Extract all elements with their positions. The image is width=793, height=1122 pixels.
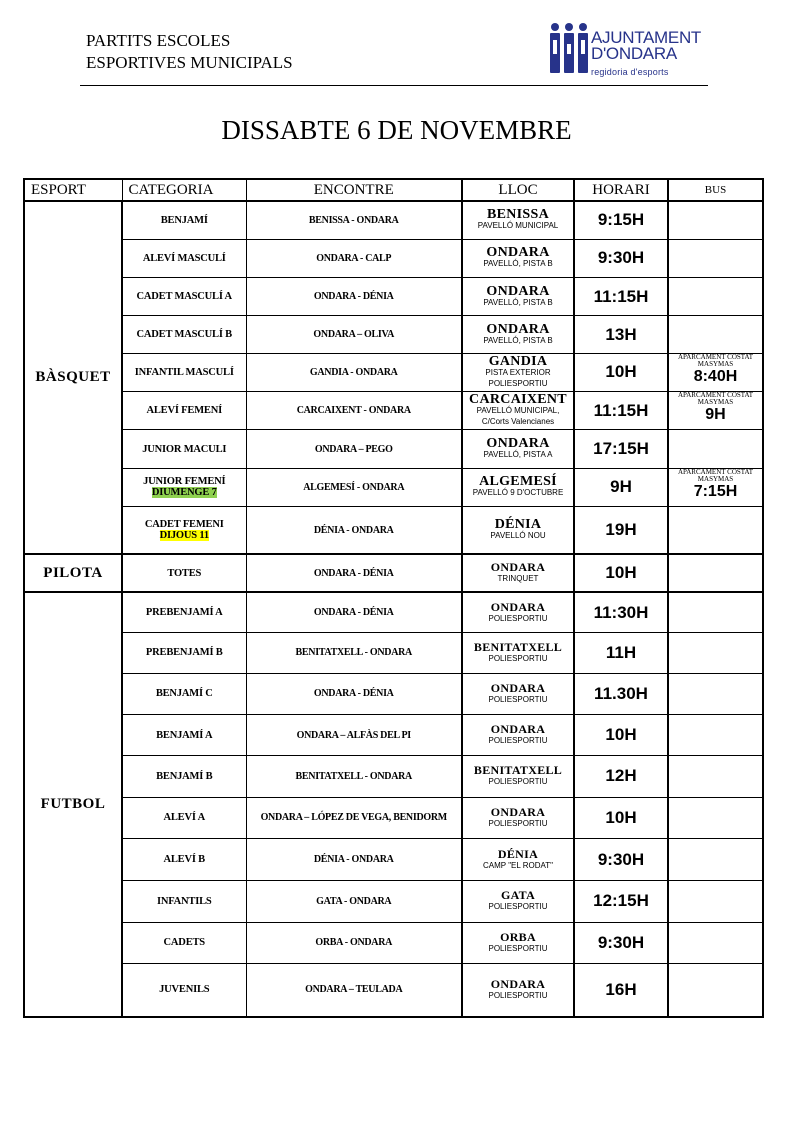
lloc-cell	[462, 838, 574, 880]
lloc-venue: PAVELLÓ, PISTA B	[483, 259, 553, 269]
col-lloc: LLOC	[462, 179, 574, 201]
lloc-city: BENISSA	[486, 207, 550, 223]
bus-cell	[668, 797, 763, 838]
lloc-venue: PAVELLÓ NOU	[490, 531, 546, 541]
categoria-label: BENJAMÍ A	[156, 729, 213, 741]
categoria-label: CADET MASCULÍ A	[136, 291, 232, 303]
categoria-cell	[122, 633, 246, 673]
horari-cell: 10H	[574, 554, 668, 592]
encontre-cell: GANDIA - ONDARA	[246, 353, 462, 391]
categoria-label: ALEVÍ MASCULÍ	[142, 252, 226, 264]
table-row	[24, 756, 763, 797]
sport-futbol: FUTBOL	[24, 592, 122, 1017]
bus-cell	[668, 353, 763, 391]
categoria-cell	[122, 922, 246, 963]
bus-time: 7:15H	[693, 482, 738, 500]
lloc-cell	[462, 673, 574, 714]
categoria-label: ALEVÍ B	[163, 854, 205, 866]
horari-cell: 9:15H	[574, 201, 668, 239]
ajuntament-logo	[549, 22, 709, 78]
lloc-venue: PISTA EXTERIOR POLIESPORTIU	[485, 367, 551, 388]
lloc-city: DÉNIA	[497, 846, 539, 861]
bus-cell	[668, 592, 763, 632]
lloc-city: BENITATXELL	[473, 639, 563, 654]
table-row	[24, 797, 763, 838]
lloc-city: ONDARA	[490, 722, 546, 737]
col-categoria: CATEGORIA	[122, 179, 246, 201]
encontre-cell: ONDARA – OLIVA	[246, 316, 462, 353]
encontre-cell: ONDARA - DÉNIA	[246, 673, 462, 714]
encontre-cell: ORBA - ONDARA	[246, 922, 462, 963]
encontre-cell: BENISSA - ONDARA	[246, 201, 462, 239]
categoria-label: CADET MASCULÍ B	[136, 329, 232, 341]
horari-cell: 9:30H	[574, 239, 668, 277]
logo-line-1: AJUNTAMENT	[591, 28, 702, 47]
lloc-city: GATA	[500, 888, 536, 903]
lloc-city: ONDARA	[486, 436, 550, 452]
categoria-cell	[122, 592, 246, 632]
lloc-venue: POLIESPORTIU	[488, 777, 548, 787]
horari-cell: 9H	[574, 468, 668, 506]
lloc-city: GANDIA	[488, 353, 548, 369]
table-row	[24, 392, 763, 430]
title-line-2: ESPORTIVES MUNICIPALS	[86, 53, 293, 72]
categoria-label: PREBENJAMÍ B	[145, 647, 223, 659]
categoria-cell	[122, 797, 246, 838]
lloc-city: DÉNIA	[494, 517, 542, 533]
categoria-label: PREBENJAMÍ A	[145, 607, 223, 619]
table-row	[24, 468, 763, 506]
bus-cell	[668, 756, 763, 797]
table-row	[24, 353, 763, 391]
horari-cell: 10H	[574, 714, 668, 755]
lloc-venue: POLIESPORTIU	[488, 943, 548, 953]
table-row	[24, 554, 763, 592]
lloc-city: ONDARA	[490, 599, 546, 614]
encontre-cell: ONDARA - DÉNIA	[246, 592, 462, 632]
lloc-cell	[462, 392, 574, 430]
categoria-cell	[122, 507, 246, 554]
bus-cell	[668, 468, 763, 506]
lloc-venue: TRINQUET	[497, 574, 539, 584]
categoria-label: JUVENILS	[159, 984, 210, 996]
horari-cell: 11:30H	[574, 592, 668, 632]
col-esport: ESPORT	[24, 179, 122, 201]
bus-cell	[668, 838, 763, 880]
lloc-cell	[462, 797, 574, 838]
horari-cell: 11H	[574, 633, 668, 673]
categoria-label: BENJAMÍ C	[155, 688, 213, 700]
lloc-venue: POLIESPORTIU	[488, 818, 548, 828]
categoria-label: INFANTILS	[156, 895, 212, 907]
lloc-city: ONDARA	[486, 245, 550, 261]
horari-cell: 11:15H	[574, 278, 668, 316]
categoria-label: JUNIOR FEMENÍ	[143, 476, 226, 488]
encontre-cell: ONDARA – TEULADA	[246, 963, 462, 1017]
table-row	[24, 838, 763, 880]
logo-line-2: D'ONDARA	[591, 44, 677, 63]
encontre-cell: DÉNIA - ONDARA	[246, 838, 462, 880]
categoria-cell	[122, 714, 246, 755]
header-divider	[80, 85, 708, 86]
lloc-city: ONDARA	[490, 976, 546, 991]
lloc-cell	[462, 353, 574, 391]
bus-cell	[668, 673, 763, 714]
categoria-label: JUNIOR MACULI	[142, 443, 227, 455]
col-horari: HORARI	[574, 179, 668, 201]
table-row	[24, 673, 763, 714]
categoria-cell	[122, 239, 246, 277]
lloc-venue: POLIESPORTIU	[488, 694, 548, 704]
encontre-cell: ONDARA - CALP	[246, 239, 462, 277]
table-row	[24, 714, 763, 755]
table-row	[24, 239, 763, 277]
bus-cell	[668, 963, 763, 1017]
date-title: DISSABTE 6 DE NOVEMBRE	[221, 115, 572, 145]
categoria-cell	[122, 353, 246, 391]
encontre-cell: BENITATXELL - ONDARA	[246, 756, 462, 797]
lloc-city: ONDARA	[490, 560, 546, 575]
lloc-venue: PAVELLÓ MUNICIPAL,	[476, 406, 560, 416]
bus-cell	[668, 633, 763, 673]
horari-cell: 10H	[574, 353, 668, 391]
table-row	[24, 507, 763, 554]
table-row	[24, 881, 763, 922]
table-row	[24, 922, 763, 963]
horari-cell: 13H	[574, 316, 668, 353]
lloc-city: ORBA	[500, 929, 536, 944]
categoria-cell	[122, 278, 246, 316]
lloc-city: ONDARA	[490, 804, 546, 819]
bus-cell	[668, 714, 763, 755]
categoria-label: BENJAMÍ	[160, 214, 208, 226]
encontre-cell: ALGEMESÍ - ONDARA	[246, 468, 462, 506]
encontre-cell: ONDARA – PEGO	[246, 430, 462, 468]
categoria-cell	[122, 756, 246, 797]
lloc-venue: CAMP "EL RODAT"	[483, 860, 553, 870]
bus-cell	[668, 430, 763, 468]
categoria-label: BENJAMÍ B	[156, 770, 213, 782]
bus-cell	[668, 239, 763, 277]
encontre-cell: DÉNIA - ONDARA	[246, 507, 462, 554]
encontre-cell: GATA - ONDARA	[246, 881, 462, 922]
sport-pilota: PILOTA	[24, 554, 122, 592]
lloc-cell	[462, 239, 574, 277]
lloc-cell	[462, 278, 574, 316]
lloc-city: ONDARA	[490, 680, 546, 695]
lloc-cell	[462, 316, 574, 353]
encontre-cell: ONDARA – LÓPEZ DE VEGA, BENIDORM	[246, 797, 462, 838]
table-row	[24, 201, 763, 239]
table-row	[24, 278, 763, 316]
categoria-cell	[122, 881, 246, 922]
document-title	[86, 30, 293, 74]
horari-cell: 17:15H	[574, 430, 668, 468]
table-row	[24, 592, 763, 632]
bus-cell	[668, 922, 763, 963]
horari-cell: 12H	[574, 756, 668, 797]
encontre-cell: ONDARA – ALFÀS DEL PI	[246, 714, 462, 755]
lloc-venue: POLIESPORTIU	[488, 902, 548, 912]
categoria-label: INFANTIL MASCULÍ	[134, 366, 234, 378]
lloc-cell	[462, 507, 574, 554]
categoria-note: DIUMENGE 7	[151, 487, 217, 499]
col-bus: BUS	[668, 179, 763, 201]
bus-note: APARCAMENT COSTAT MASYMAS	[677, 391, 754, 407]
bus-time: 9H	[705, 406, 726, 424]
lloc-venue: POLIESPORTIU	[488, 990, 548, 1000]
categoria-cell	[122, 673, 246, 714]
categoria-cell	[122, 430, 246, 468]
table-row	[24, 430, 763, 468]
lloc-venue: POLIESPORTIU	[488, 736, 548, 746]
lloc-cell	[462, 468, 574, 506]
lloc-city: ALGEMESÍ	[479, 474, 557, 490]
categoria-cell	[122, 201, 246, 239]
lloc-city: ONDARA	[486, 321, 550, 337]
lloc-cell	[462, 756, 574, 797]
lloc-cell	[462, 554, 574, 592]
horari-cell: 12:15H	[574, 881, 668, 922]
lloc-cell	[462, 430, 574, 468]
people-icon	[549, 22, 589, 76]
categoria-cell	[122, 963, 246, 1017]
table-row	[24, 963, 763, 1017]
lloc-venue: PAVELLÓ, PISTA B	[483, 297, 553, 307]
table-row	[24, 633, 763, 673]
lloc-cell	[462, 633, 574, 673]
lloc-venue: POLIESPORTIU	[488, 653, 548, 663]
lloc-cell	[462, 881, 574, 922]
categoria-label: ALEVÍ FEMENÍ	[146, 405, 222, 417]
encontre-cell: BENITATXELL - ONDARA	[246, 633, 462, 673]
bus-note: APARCAMENT COSTAT MASYMAS	[677, 352, 754, 368]
encontre-cell: ONDARA - DÉNIA	[246, 554, 462, 592]
lloc-cell	[462, 201, 574, 239]
categoria-cell	[122, 392, 246, 430]
table-row	[24, 316, 763, 353]
header-row	[24, 179, 763, 201]
lloc-venue: PAVELLÓ 9 D'OCTUBRE	[472, 488, 564, 498]
lloc-cell	[462, 922, 574, 963]
lloc-venue: PAVELLÓ, PISTA A	[483, 450, 553, 460]
categoria-label: TOTES	[167, 567, 202, 579]
horari-cell: 9:30H	[574, 922, 668, 963]
lloc-cell	[462, 714, 574, 755]
logo-line-3: regidoria d'esports	[591, 67, 669, 77]
bus-cell	[668, 881, 763, 922]
categoria-label: ALEVÍ A	[163, 812, 205, 824]
horari-cell: 11:15H	[574, 392, 668, 430]
title-line-1: PARTITS ESCOLES	[86, 31, 231, 50]
categoria-label: CADETS	[163, 937, 205, 949]
encontre-cell: ONDARA - DÉNIA	[246, 278, 462, 316]
col-encontre: ENCONTRE	[246, 179, 462, 201]
bus-cell	[668, 554, 763, 592]
bus-cell	[668, 201, 763, 239]
categoria-note: DIJOUS 11	[159, 530, 209, 542]
horari-cell: 9:30H	[574, 838, 668, 880]
bus-time: 8:40H	[693, 367, 738, 385]
categoria-cell	[122, 554, 246, 592]
horari-cell: 11.30H	[574, 673, 668, 714]
lloc-venue-2: C/Corts Valencianes	[481, 417, 555, 427]
lloc-city: ONDARA	[486, 283, 550, 299]
bus-cell	[668, 316, 763, 353]
categoria-cell	[122, 316, 246, 353]
bus-cell	[668, 278, 763, 316]
logo-text	[591, 30, 701, 80]
lloc-venue: PAVELLÓ, PISTA B	[483, 335, 553, 345]
lloc-cell	[462, 592, 574, 632]
categoria-cell	[122, 468, 246, 506]
horari-cell: 10H	[574, 797, 668, 838]
lloc-cell	[462, 963, 574, 1017]
horari-cell: 16H	[574, 963, 668, 1017]
horari-cell: 19H	[574, 507, 668, 554]
lloc-city: BENITATXELL	[473, 763, 563, 778]
bus-cell	[668, 507, 763, 554]
sport-basquet: BÀSQUET	[24, 201, 122, 554]
bus-cell	[668, 392, 763, 430]
lloc-city: CARCAIXENT	[469, 392, 567, 408]
categoria-cell	[122, 838, 246, 880]
lloc-venue: POLIESPORTIU	[488, 613, 548, 623]
categoria-label: CADET FEMENI	[144, 519, 224, 531]
bus-note: APARCAMENT COSTAT MASYMAS	[677, 467, 754, 483]
lloc-venue: PAVELLÓ MUNICIPAL	[477, 221, 559, 231]
schedule-table	[23, 178, 764, 1018]
encontre-cell: CARCAIXENT - ONDARA	[246, 392, 462, 430]
